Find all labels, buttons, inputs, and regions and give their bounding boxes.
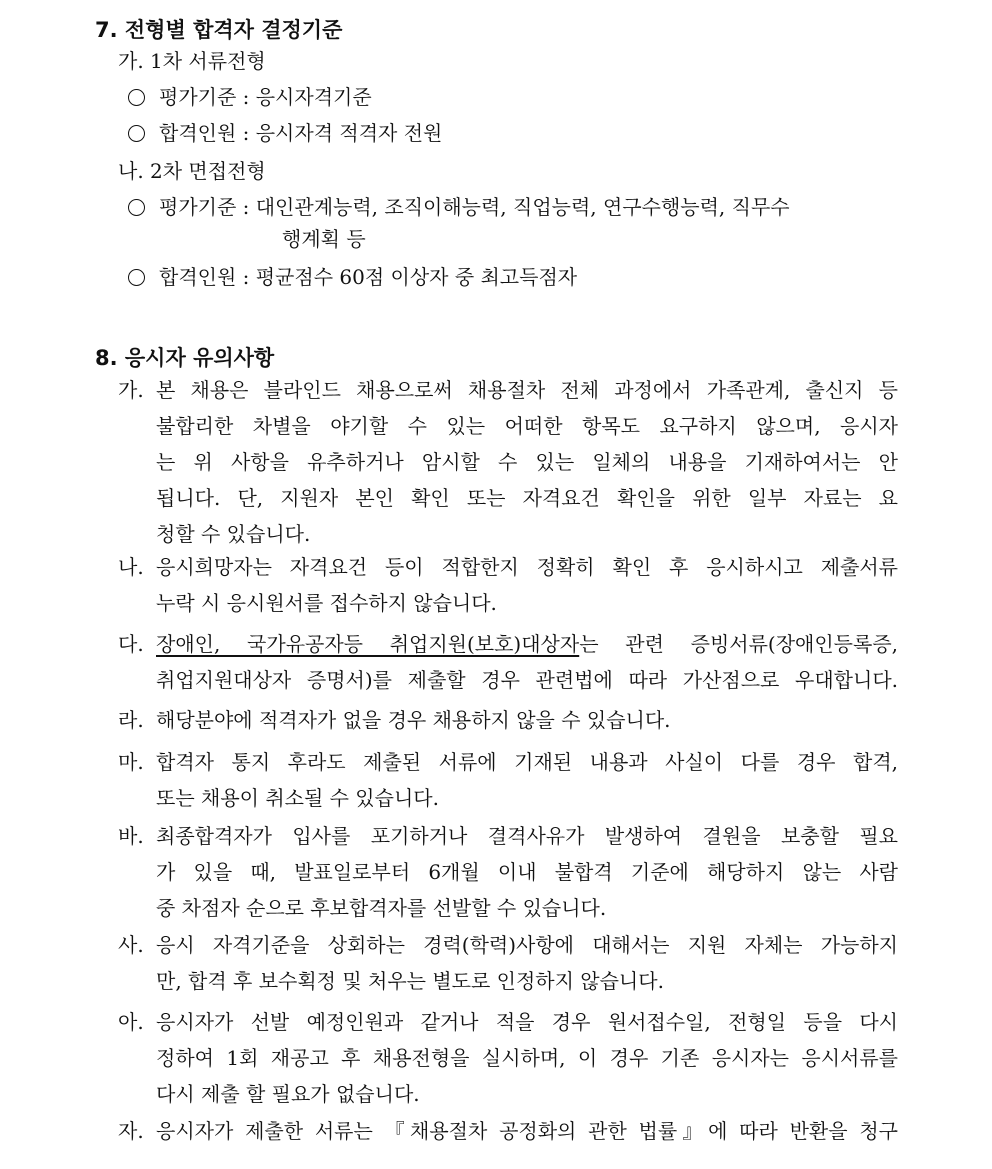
item-line: 응시자가 제출한 서류는 『채용절차 공정화의 관한 법률』에 따라 반환을 청구 (156, 1119, 898, 1143)
notice-item-ra (118, 702, 898, 738)
item-text-line-1: 평가기준 : 대인관계능력, 조직이해능력, 직업능력, 연구수행능력, 직무수 (159, 195, 790, 219)
item-label: 가. (118, 378, 144, 402)
notice-item-ma (118, 744, 898, 816)
section-7-na-item-2 (128, 264, 577, 290)
circle-bullet-icon (128, 199, 145, 216)
section-7-heading: 7. 전형별 합격자 결정기준 (95, 18, 343, 42)
item-label: 아. (118, 1010, 144, 1034)
item-line: 청할 수 있습니다. (156, 522, 311, 546)
item-label: 마. (118, 750, 144, 774)
item-line: 응시희망자는 자격요건 등이 적합한지 정확히 확인 후 응시하시고 제출서류 (156, 555, 898, 579)
item-line: 됩니다. 단, 지원자 본인 확인 또는 자격요건 확인을 위한 일부 자료는 요 (156, 486, 898, 510)
circle-bullet-icon (128, 125, 145, 142)
section-7-ga-item-2 (128, 120, 442, 146)
item-line: 가 있을 때, 발표일로부터 6개월 이내 불합격 기준에 해당하지 않는 사람 (156, 860, 898, 884)
item-label: 자. (118, 1119, 144, 1143)
notice-item-ja (118, 1113, 898, 1149)
item-line: 응시 자격기준을 상회하는 경력(학력)사항에 대해서는 지원 자체는 가능하지 (156, 933, 898, 957)
item-line: 누락 시 응시원서를 접수하지 않습니다. (156, 591, 497, 615)
section-7-na-item-1-line-2: 행계획 등 (282, 227, 366, 251)
section-7-na-item-1 (128, 194, 898, 220)
item-text: 합격인원 : 평균점수 60점 이상자 중 최고득점자 (159, 265, 578, 289)
notice-item-sa (118, 927, 898, 999)
item-line: 해당분야에 적격자가 없을 경우 채용하지 않을 수 있습니다. (156, 708, 671, 732)
notice-item-a (118, 1004, 898, 1112)
item-line: 불합리한 차별을 야기할 수 있는 어떠한 항목도 요구하지 않으며, 응시자 (156, 414, 898, 438)
item-label: 사. (118, 933, 144, 957)
section-7-na-label: 나. 2차 면접전형 (118, 159, 266, 183)
underlined-phrase: 장애인, 국가유공자등 취업지원(보호)대상자 (156, 632, 580, 656)
item-line: 정하여 1회 재공고 후 채용전형을 실시하며, 이 경우 기존 응시자는 응시서류를 (156, 1046, 898, 1070)
item-line: 다시 제출 할 필요가 없습니다. (156, 1082, 420, 1106)
section-7-ga-label: 가. 1차 서류전형 (118, 49, 266, 73)
circle-bullet-icon (128, 269, 145, 286)
item-line: 본 채용은 블라인드 채용으로써 채용절차 전체 과정에서 가족관계, 출신지 등 (156, 378, 898, 402)
notice-item-ga (118, 372, 898, 552)
item-line: 또는 채용이 취소될 수 있습니다. (156, 786, 439, 810)
circle-bullet-icon (128, 89, 145, 106)
section-7-ga-item-1 (128, 84, 372, 110)
item-text: 합격인원 : 응시자격 적격자 전원 (159, 121, 443, 145)
notice-item-na (118, 549, 898, 621)
item-line: 는 위 사항을 유추하거나 암시할 수 있는 일체의 내용을 기재하여서는 안 (156, 450, 898, 474)
item-line: 최종합격자가 입사를 포기하거나 결격사유가 발생하여 결원을 보충할 필요 (156, 824, 898, 848)
notice-item-ba (118, 818, 898, 926)
item-line: 응시자가 선발 예정인원과 같거나 적을 경우 원서접수일, 전형일 등을 다시 (156, 1010, 898, 1034)
item-label: 다. (118, 632, 144, 656)
item-line-rest: 는 관련 증빙서류(장애인등록증, (579, 632, 898, 656)
item-line: 만, 합격 후 보수획정 및 처우는 별도로 인정하지 않습니다. (156, 969, 664, 993)
item-label: 바. (118, 824, 144, 848)
section-8-heading: 8. 응시자 유의사항 (95, 346, 275, 370)
item-text: 평가기준 : 응시자격기준 (159, 85, 372, 109)
notice-item-da (118, 626, 898, 698)
item-line: 중 차점자 순으로 후보합격자를 선발할 수 있습니다. (156, 896, 607, 920)
item-line: 취업지원대상자 증명서)를 제출할 경우 관련법에 따라 가산점으로 우대합니다. (156, 668, 898, 692)
item-line (156, 626, 898, 662)
item-line: 합격자 통지 후라도 제출된 서류에 기재된 내용과 사실이 다를 경우 합격, (156, 750, 898, 774)
item-label: 나. (118, 555, 144, 579)
item-label: 라. (118, 708, 144, 732)
